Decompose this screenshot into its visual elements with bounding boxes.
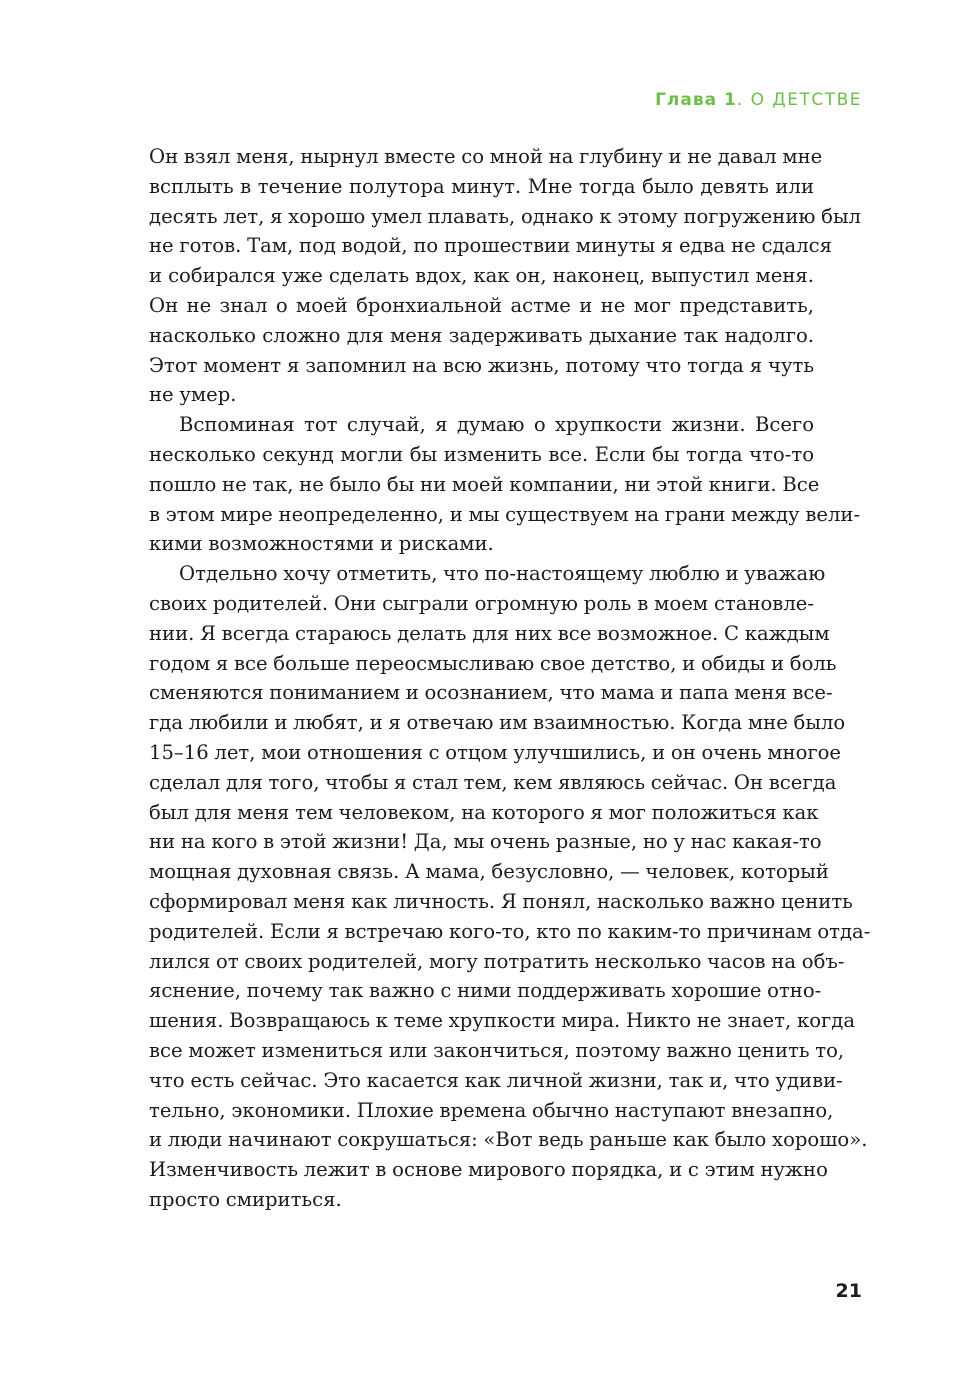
text-line: Он не знал о моей бронхиальной астме и не мог представить, bbox=[149, 293, 814, 317]
page-number: 21 bbox=[835, 1280, 862, 1302]
text-line: ни на кого в этой жизни! Да, мы очень разные, но у нас какая-то bbox=[149, 830, 822, 854]
paragraph-1 bbox=[149, 142, 861, 410]
text-line: пошло не так, не было бы ни моей компании, ни этой книги. Все bbox=[149, 472, 820, 496]
text-line: и люди начинают сокрушаться: «Вот ведь раньше как было хорошо». bbox=[149, 1128, 868, 1152]
text-line: кими возможностями и рисками. bbox=[149, 532, 494, 556]
running-head bbox=[655, 90, 862, 110]
text-line: Этот момент я запомнил на всю жизнь, потому что тогда я чуть bbox=[149, 353, 814, 377]
text-line: просто смириться. bbox=[149, 1187, 342, 1211]
text-line: Отдельно хочу отметить, что по-настоящему люблю и уважаю bbox=[179, 562, 826, 586]
text-line: сменяются пониманием и осознанием, что мама и папа меня все- bbox=[149, 681, 833, 705]
text-line: не умер. bbox=[149, 383, 237, 407]
text-line: мощная духовная связь. А мама, безусловно, — человек, который bbox=[149, 860, 829, 884]
text-line: нии. Я всегда стараюсь делать для них все возможное. С каждым bbox=[149, 621, 830, 645]
text-line: что есть сейчас. Это касается как личной жизни, так и, что удиви- bbox=[149, 1068, 843, 1092]
text-line: сделал для того, чтобы я стал тем, кем являюсь сейчас. Он всегда bbox=[149, 770, 837, 794]
text-line: лился от своих родителей, могу потратить несколько часов на объ- bbox=[149, 949, 845, 973]
text-line: Вспоминая тот случай, я думаю о хрупкости жизни. Всего bbox=[179, 413, 814, 437]
text-line: насколько сложно для меня задерживать дыхание так надолго. bbox=[149, 323, 814, 347]
text-line: родителей. Если я встречаю кого-то, кто по каким-то причинам отда- bbox=[149, 919, 871, 943]
text-line: в этом мире неопределенно, и мы существуем на грани между вели- bbox=[149, 502, 861, 526]
text-line: и собирался уже сделать вдох, как он, наконец, выпустил меня. bbox=[149, 264, 814, 288]
text-line: Он взял меня, нырнул вместе со мной на глубину и не давал мне bbox=[149, 145, 823, 168]
text-line: своих родителей. Они сыграли огромную роль в моем становле- bbox=[149, 591, 814, 615]
chapter-label: Глава 1 bbox=[655, 90, 737, 110]
text-line: яснение, почему так важно с ними поддерживать хорошие отно- bbox=[149, 979, 822, 1003]
text-line: Изменчивость лежит в основе мирового порядка, и с этим нужно bbox=[149, 1158, 828, 1182]
text-line: шения. Возвращаюсь к теме хрупкости мира. Никто не знает, когда bbox=[149, 1009, 856, 1033]
text-line: все может измениться или закончиться, поэтому важно ценить то, bbox=[149, 1038, 845, 1062]
paragraph-3 bbox=[149, 559, 871, 1215]
text-line: несколько секунд могли бы изменить все. Если бы тогда что-то bbox=[149, 442, 814, 466]
body-text bbox=[149, 142, 871, 1215]
text-line: гда любили и любят, и я отвечаю им взаимностью. Когда мне было bbox=[149, 711, 846, 735]
text-line: годом я все больше переосмысливаю свое детство, и обиды и боль bbox=[149, 651, 837, 675]
text-line: 15–16 лет, мои отношения с отцом улучшились, и он очень многое bbox=[149, 740, 842, 764]
text-line: был для меня тем человеком, на которого я мог положиться как bbox=[149, 800, 819, 824]
text-line: тельно, экономики. Плохие времена обычно наступают внезапно, bbox=[149, 1098, 834, 1122]
text-line: сформировал меня как личность. Я понял, насколько важно ценить bbox=[149, 889, 853, 913]
text-line: не готов. Там, под водой, по прошествии минуты я едва не сдался bbox=[149, 234, 832, 258]
text-line: всплыть в течение полутора минут. Мне тогда было девять или bbox=[149, 174, 814, 198]
chapter-title: . О ДЕТСТВЕ bbox=[736, 90, 862, 110]
text-line: десять лет, я хорошо умел плавать, однако к этому погружению был bbox=[149, 204, 861, 228]
paragraph-2 bbox=[149, 410, 861, 559]
